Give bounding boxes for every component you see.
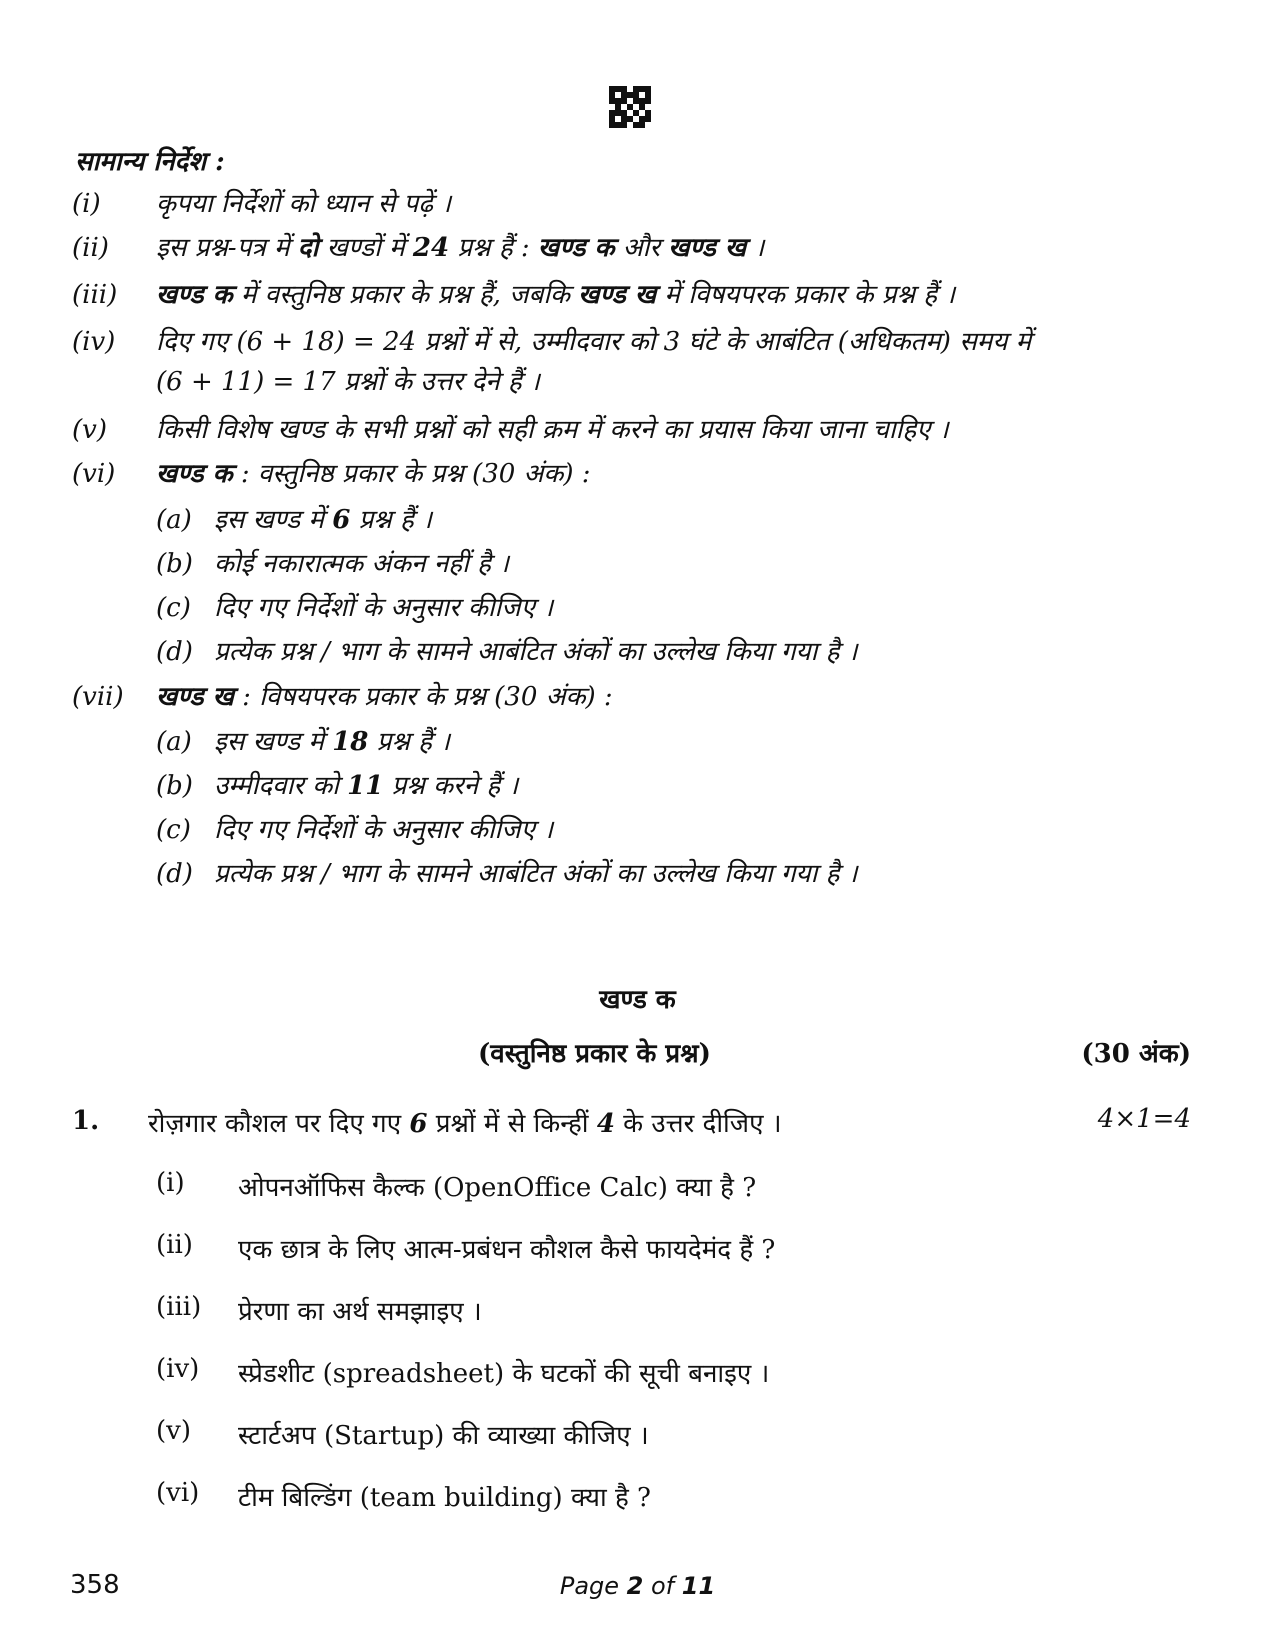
instruction-text: किसी विशेष खण्ड के सभी प्रश्नों को सही क्रम में करने का प्रयास किया जाना चाहिए । <box>156 415 949 445</box>
instruction-number: (vii) <box>72 682 124 712</box>
section-title: खण्ड क <box>599 985 676 1015</box>
instruction-number: (ii) <box>72 233 109 263</box>
instruction-text: इस प्रश्न-पत्र में दो खण्डों में 24 प्रश्न हैं : खण्ड क और खण्ड ख । <box>156 233 765 263</box>
instruction-number: (v) <box>72 415 107 445</box>
instruction-text: खण्ड क : वस्तुनिष्ठ प्रकार के प्रश्न (30 अंक) : <box>156 459 591 489</box>
instruction-number: (vi) <box>72 459 116 489</box>
question-marks: 4×1=4 <box>1097 1104 1191 1134</box>
instruction-text: खण्ड ख : विषयपरक प्रकार के प्रश्न (30 अंक) : <box>156 682 613 712</box>
general-instructions-heading: सामान्य निर्देश : <box>75 147 225 177</box>
instruction-item <box>72 322 1192 402</box>
instruction-text: दिए गए (6 + 18) = 24 प्रश्नों में से, उम्मीदवार को 3 घंटे के आबंटित (अधिकतम) समय में (6 + 11) = 17 प्रश्नों के उत्तर देने हैं । <box>156 327 1032 397</box>
instruction-text: कृपया निर्देशों को ध्यान से पढ़ें । <box>156 189 452 219</box>
qr-code <box>609 86 651 128</box>
instruction-number: (iv) <box>72 327 116 357</box>
instruction-number: (iii) <box>72 280 118 310</box>
page-number: Page 2 of 11 <box>559 1572 716 1600</box>
instruction-text: खण्ड क में वस्तुनिष्ठ प्रकार के प्रश्न हैं, जबकि खण्ड ख में विषयपरक प्रकार के प्रश्न हैं । <box>156 280 956 310</box>
question-number: 1. <box>72 1106 100 1136</box>
question-text: रोज़गार कौशल पर दिए गए 6 प्रश्नों में से किन्हीं 4 के उत्तर दीजिए । <box>148 1109 782 1139</box>
paper-code: 358 <box>70 1570 120 1600</box>
instruction-number: (i) <box>72 189 101 219</box>
section-subtitle: (वस्तुनिष्ठ प्रकार के प्रश्न) <box>478 1039 711 1069</box>
section-marks: (30 अंक) <box>1081 1039 1191 1069</box>
